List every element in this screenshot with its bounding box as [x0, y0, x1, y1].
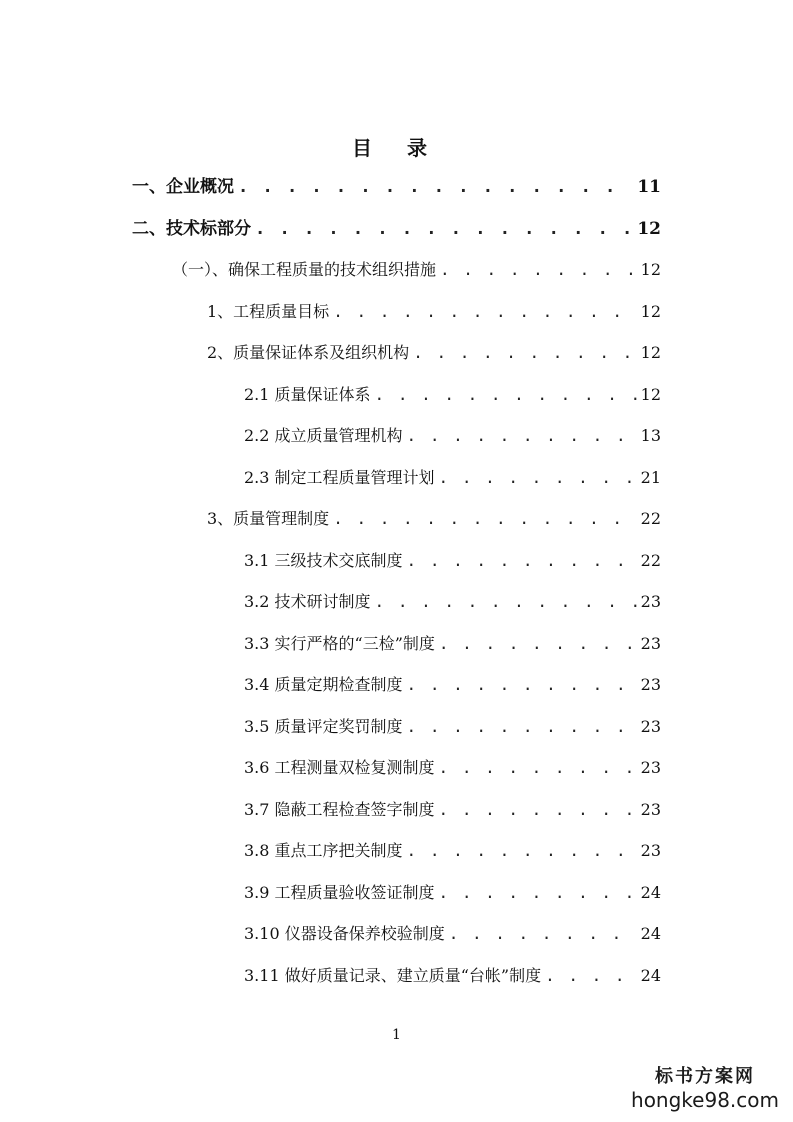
toc-entry-label: 3.9 工程质量验收签证制度 — [244, 882, 435, 902]
toc-leader-dots — [439, 880, 637, 906]
toc-entry[interactable] — [244, 465, 661, 491]
toc-entry-page: 13 — [640, 426, 661, 445]
toc-entry-label: 3.7 隐蔽工程检查签字制度 — [244, 799, 435, 819]
toc-entry-label: 3.1 三级技术交底制度 — [244, 550, 403, 570]
toc-leader-dots — [407, 672, 637, 698]
toc-entry-label: 3.6 工程测量双检复测制度 — [244, 758, 435, 777]
watermark-logo — [631, 1066, 779, 1112]
toc-entry-page: 21 — [640, 467, 661, 487]
toc-leader-dots — [545, 963, 637, 989]
toc-entry-label: 3、质量管理制度 — [207, 509, 330, 528]
toc-entry[interactable] — [244, 797, 661, 823]
toc-leader-dots — [407, 838, 637, 864]
toc-entry[interactable] — [172, 257, 661, 283]
toc-entry-label: 1、工程质量目标 — [207, 301, 330, 321]
toc-entry-label: 二、技术标部分 — [132, 218, 251, 239]
toc-leader-dots — [439, 755, 637, 781]
toc-leader-dots — [255, 216, 633, 242]
toc-entry-page: 22 — [640, 550, 661, 570]
toc-entry-label: 2、质量保证体系及组织机构 — [207, 343, 410, 362]
toc-leader-dots — [439, 797, 637, 823]
toc-entry-label: 2.2 成立质量管理机构 — [244, 426, 403, 445]
toc-entry[interactable] — [207, 506, 661, 532]
toc-entry[interactable] — [244, 423, 661, 449]
toc-entry-page: 23 — [640, 675, 661, 694]
toc-entry-page: 12 — [640, 343, 661, 362]
toc-entry-label: （一）、确保工程质量的技术组织措施 — [172, 260, 437, 279]
toc-leader-dots — [407, 714, 637, 740]
toc-entry[interactable] — [132, 174, 661, 200]
toc-entry-page: 22 — [640, 509, 661, 528]
toc-entry-label: 3.4 质量定期检查制度 — [244, 675, 403, 694]
watermark-chinese-text: 标书方案网 — [655, 1066, 755, 1087]
toc-entry-label: 3.5 质量评定奖罚制度 — [244, 716, 403, 736]
toc-entry[interactable] — [244, 880, 661, 906]
toc-leader-dots — [440, 257, 637, 283]
toc-entry-page: 24 — [640, 924, 661, 943]
toc-entry-page: 12 — [640, 301, 661, 321]
toc-entry-page: 24 — [640, 965, 661, 985]
toc-entry-label: 2.3 制定工程质量管理计划 — [244, 467, 435, 487]
toc-entry-page: 23 — [640, 716, 661, 736]
toc-entry-label: 一、企业概况 — [132, 177, 234, 197]
toc-entry[interactable] — [244, 382, 661, 408]
toc-entry[interactable] — [244, 963, 661, 989]
toc-leader-dots — [439, 631, 637, 657]
toc-leader-dots — [238, 174, 633, 200]
toc-leader-dots — [333, 299, 636, 325]
toc-entry[interactable] — [244, 589, 661, 615]
toc-entry-page: 23 — [640, 799, 661, 819]
toc-leader-dots — [407, 423, 637, 449]
toc-entry-label: 2.1 质量保证体系 — [244, 384, 371, 404]
toc-entry[interactable] — [244, 838, 661, 864]
toc-entry[interactable] — [244, 672, 661, 698]
toc-entry-page: 23 — [640, 633, 661, 653]
toc-entry-page: 23 — [640, 841, 661, 860]
toc-entry-label: 3.2 技术研讨制度 — [244, 592, 371, 611]
toc-entry[interactable] — [244, 755, 661, 781]
page-title: 目 录 — [352, 136, 441, 160]
toc-entry[interactable] — [207, 340, 661, 366]
toc-entry-page: 12 — [640, 384, 661, 404]
toc-leader-dots — [375, 382, 637, 408]
toc-entry-page: 23 — [640, 758, 661, 777]
toc-entry-page: 12 — [637, 218, 661, 239]
toc-entry-page: 23 — [640, 592, 661, 611]
toc-entry-page: 11 — [637, 177, 661, 197]
toc-entry[interactable] — [244, 548, 661, 574]
watermark-url: hongke98.com — [631, 1088, 779, 1112]
toc-entry-label: 3.10 仪器设备保养校验制度 — [244, 924, 445, 943]
toc-leader-dots — [449, 921, 637, 947]
toc-entry[interactable] — [132, 216, 661, 242]
toc-leader-dots — [413, 340, 636, 366]
toc-entry-page: 24 — [640, 882, 661, 902]
toc-leader-dots — [407, 548, 637, 574]
toc-leader-dots — [375, 589, 637, 615]
page-number: 1 — [392, 1027, 401, 1043]
toc-entry-label: 3.11 做好质量记录、建立质量“台帐”制度 — [244, 965, 542, 985]
toc-entry[interactable] — [244, 921, 661, 947]
toc-entry-label: 3.8 重点工序把关制度 — [244, 841, 403, 860]
toc-entry-page: 12 — [640, 260, 661, 279]
toc-leader-dots — [333, 506, 636, 532]
toc-entry[interactable] — [207, 299, 661, 325]
toc-entry[interactable] — [244, 631, 661, 657]
toc-entry-label: 3.3 实行严格的“三检”制度 — [244, 633, 435, 653]
toc-entry[interactable] — [244, 714, 661, 740]
toc-leader-dots — [439, 465, 637, 491]
